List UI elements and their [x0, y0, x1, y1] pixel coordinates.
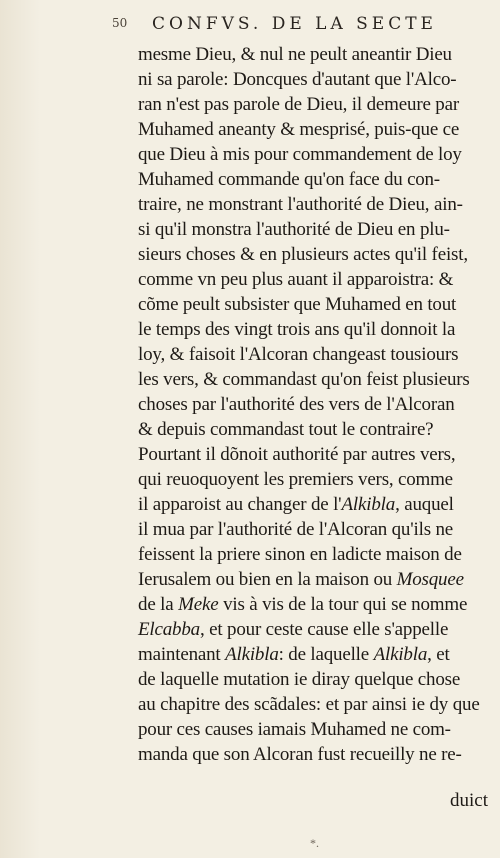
text-segment: mesme Dieu, & nul ne peult aneantir Dieu: [138, 44, 452, 65]
text-segment: pour ces causes iamais Muhamed ne com-: [138, 719, 451, 740]
text-line: [138, 167, 498, 192]
text-segment: feissent la priere sinon en ladicte maison de: [138, 544, 462, 565]
text-segment: Muhamed aneanty & mesprisé, puis-que ce: [138, 119, 460, 140]
text-line: [138, 67, 498, 92]
text-line: [138, 317, 498, 342]
text-segment: sieurs choses & en plusieurs actes qu'il feist,: [138, 244, 468, 265]
text-line: [138, 342, 498, 367]
text-segment: , auquel: [395, 494, 454, 515]
signature-mark: *.: [310, 836, 319, 850]
text-line: [138, 417, 498, 442]
text-segment: il apparoist au changer de l': [138, 494, 342, 515]
running-title-text: CONFVS. DE LA SECTE: [152, 14, 437, 34]
text-segment: comme vn peu plus auant il apparoistra: &: [138, 269, 454, 290]
text-segment: le temps des vingt trois ans qu'il donnoit la: [138, 319, 456, 340]
text-line: [138, 567, 498, 592]
italic-term: Meke: [178, 594, 219, 615]
text-line: [138, 392, 498, 417]
text-segment: loy, & faisoit l'Alcoran changeast tousiours: [138, 344, 459, 365]
italic-term: Alkibla: [341, 494, 396, 515]
page-number: 50: [112, 16, 128, 30]
text-line: [138, 667, 498, 692]
catchword: duict: [450, 790, 488, 811]
text-line: [138, 742, 498, 767]
text-line: [138, 617, 498, 642]
text-line: [138, 367, 498, 392]
text-segment: qui reuoquoyent les premiers vers, comme: [138, 469, 453, 490]
text-line: [138, 492, 498, 517]
text-segment: Pourtant il dõnoit authorité par autres vers,: [138, 444, 456, 465]
text-segment: , et: [427, 644, 450, 665]
text-segment: & depuis commandast tout le contraire?: [138, 419, 434, 440]
text-segment: Ierusalem ou bien en la maison ou: [138, 569, 397, 590]
italic-term: Mosquee: [396, 569, 464, 590]
text-segment: au chapitre des scãdales: et par ainsi ie dy que: [138, 694, 480, 715]
italic-term: Alkibla: [373, 644, 428, 665]
text-segment: de la: [138, 594, 179, 615]
text-segment: vis à vis de la tour qui se nomme: [218, 594, 468, 615]
text-line: [138, 692, 498, 717]
text-segment: que Dieu à mis pour commandement de loy: [138, 144, 462, 165]
text-segment: ran n'est pas parole de Dieu, il demeure par: [138, 94, 460, 115]
italic-term: Alkibla: [225, 644, 279, 665]
text-line: [138, 117, 498, 142]
text-line: [138, 292, 498, 317]
text-line: [138, 42, 498, 67]
text-segment: les vers, & commandast qu'on feist plusieurs: [138, 369, 470, 390]
text-line: [138, 717, 498, 742]
text-line: [138, 517, 498, 542]
body-text: [138, 42, 498, 767]
text-segment: cõme peult subsister que Muhamed en tout: [138, 294, 457, 315]
text-segment: Muhamed commande qu'on face du con-: [138, 169, 440, 190]
text-segment: de laquelle mutation ie diray quelque chose: [138, 669, 461, 690]
text-segment: si qu'il monstra l'authorité de Dieu en plu-: [138, 219, 450, 240]
text-line: [138, 542, 498, 567]
text-segment: ni sa parole: Doncques d'autant que l'Alco-: [138, 69, 457, 90]
text-segment: il mua par l'authorité de l'Alcoran qu'ils ne: [138, 519, 454, 540]
text-segment: manda que son Alcoran fust recueilly ne re-: [138, 744, 462, 765]
text-line: [138, 592, 498, 617]
text-line: [138, 642, 498, 667]
text-line: [138, 192, 498, 217]
text-line: [138, 467, 498, 492]
text-line: [138, 92, 498, 117]
text-segment: : de laquelle: [278, 644, 374, 665]
text-line: [138, 242, 498, 267]
text-segment: traire, ne monstrant l'authorité de Dieu, ain-: [138, 194, 463, 215]
text-line: [138, 142, 498, 167]
page-edge-shading: [0, 0, 40, 858]
text-segment: , et pour ceste cause elle s'appelle: [200, 619, 449, 640]
text-line: [138, 217, 498, 242]
text-segment: choses par l'authorité des vers de l'Alcoran: [138, 394, 455, 415]
text-line: [138, 442, 498, 467]
running-title: [112, 14, 492, 34]
text-segment: maintenant: [138, 644, 226, 665]
italic-term: Elcabba: [138, 619, 200, 640]
text-line: [138, 267, 498, 292]
